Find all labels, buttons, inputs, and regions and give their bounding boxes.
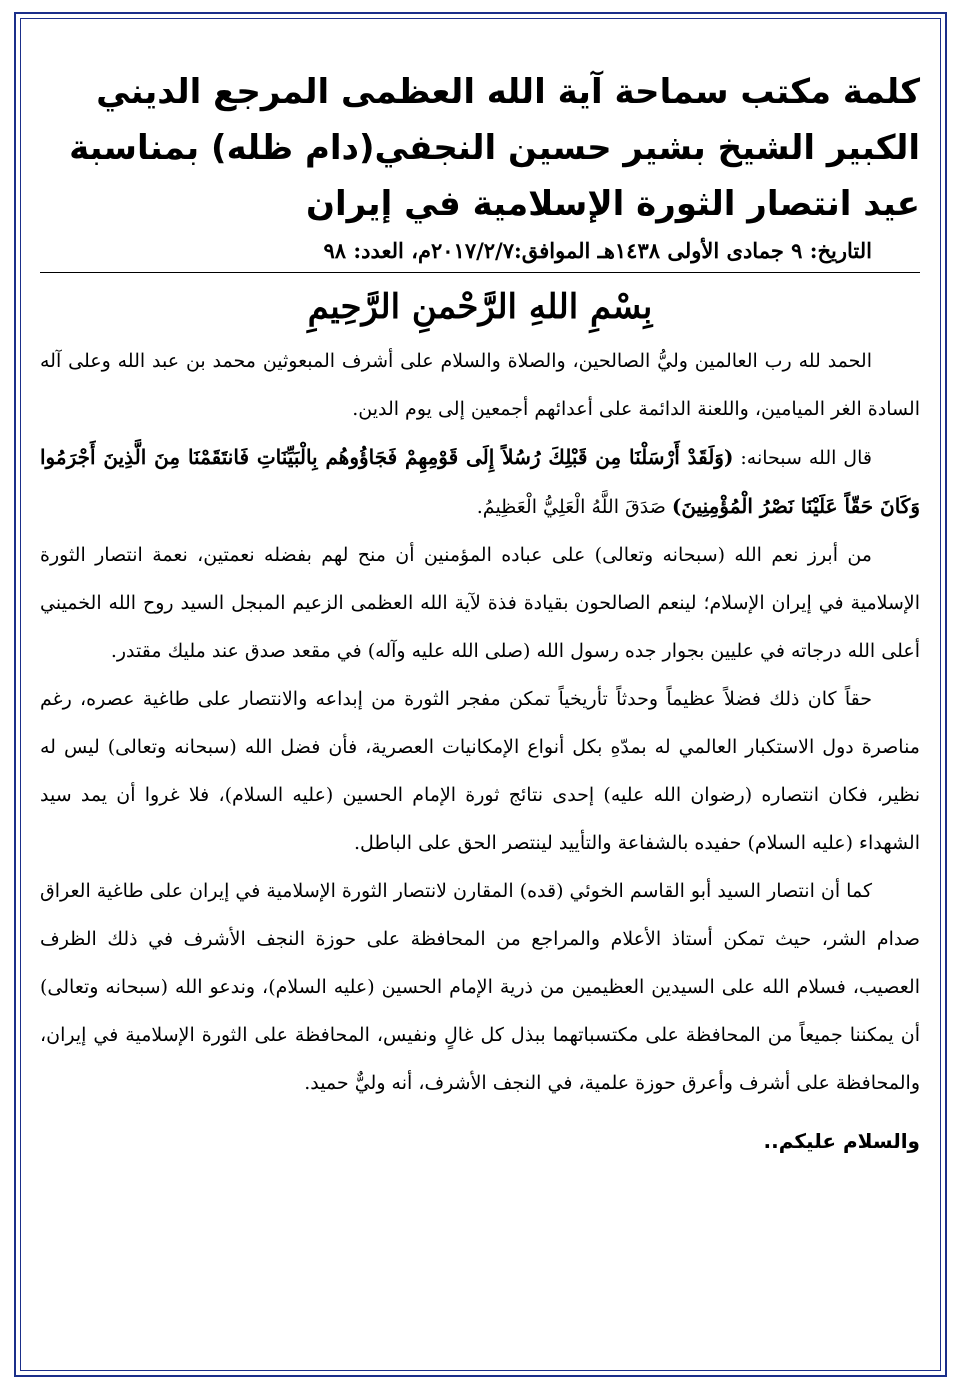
date-line: التاريخ: ٩ جمادى الأولى ١٤٣٨هـ الموافق:٢٠١٧/٢/٧م، العدد: ٩٨ xyxy=(323,238,872,263)
verse-ending: صَدَقَ اللَّهُ الْعَلِيُّ الْعَظِيمُ. xyxy=(476,496,672,518)
paragraph-quran-verse xyxy=(40,433,920,531)
paragraph-blessings: من أبرز نعم الله (سبحانه وتعالى) على عباده المؤمنين أن منح لهم بفضله نعمتين، نعمة انتصار الثورة الإسلامية في إيران الإسلام؛ لينعم الصالحون بقيادة فذة لآية الله العظمى الزعيم المبجل السيد روح الله الخميني أعلى الله درجاته في عليين بجوار جده رسول الله (صلى الله عليه وآله) في مقعد صدق عند مليك مقتدر. xyxy=(40,544,920,662)
paragraph-khoei: كما أن انتصار السيد أبو القاسم الخوئي (قده) المقارن لانتصار الثورة الإسلامية في إيران على طاغية العراق صدام الشر، حيث تمكن أستاذ الأعلام والمراجع من المحافظة على حوزة النجف الأشرف في ذلك الظرف العصيب، فسلام الله على السيدين العظيمين من ذرية الإمام الحسين (عليه السلام)، وندعو الله (سبحانه وتعالى) أن يمكننا جميعاً من المحافظة على مكتسباتهما ببذل كل غالٍ ونفيس، المحافظة على الثورة الإسلامية في إيران، والمحافظة على أشرف وأعرق حوزة علمية، في النجف الأشرف، أنه وليٌّ حميد. xyxy=(40,880,920,1094)
basmala: بِسْمِ اللهِ الرَّحْمنِ الرَّحِيمِ xyxy=(307,287,653,327)
verse-intro: قال الله سبحانه: xyxy=(733,447,872,469)
paragraph-victory: حقاً كان ذلك فضلاً عظيماً وحدثاً تأريخياً تمكن مفجر الثورة من إبداعه والانتصار على طاغية عصره، رغم مناصرة دول الاستكبار العالمي له بمدّهِ بكل أنواع الإمكانيات العصرية، فأن فضل الله (سبحانه وتعالى) ليس له نظير، فكان انتصاره (رضوان الله عليه) إحدى نتائج ثورة الإمام الحسين (عليه السلام)، فلا غروا أن يمد سيد الشهداء (عليه السلام) حفيده بالشفاعة والتأييد لينتصر الحق على الباطل. xyxy=(40,688,920,854)
header-divider xyxy=(40,272,920,273)
document-title: كلمة مكتب سماحة آية الله العظمى المرجع الديني الكبير الشيخ بشير حسين النجفي(دام ظله) بمناسبة عيد انتصار الثورة الإسلامية في إيران xyxy=(69,72,920,224)
paragraph-praise: الحمد لله رب العالمين وليُّ الصالحين، والصلاة والسلام على أشرف المبعوثين محمد بن عبد الله وعلى آله السادة الغر الميامين، واللعنة الدائمة على أعدائهم أجمعين إلى يوم الدين. xyxy=(40,350,920,420)
verse-quote: (وَلَقَدْ أَرْسَلْنَا مِن قَبْلِكَ رُسُلاً إِلَى قَوْمِهِمْ فَجَاؤُوهُم بِالْبَيِّنَاتِ فَانتَقَمْنَا مِنَ الَّذِينَ أَجْرَمُوا وَكَانَ حَقّاً عَلَيْنَا نَصْرُ الْمُؤْمِنِينَ) xyxy=(40,445,920,518)
closing-salutation: والسلام عليكم.. xyxy=(763,1129,920,1153)
document-content xyxy=(40,64,920,1165)
